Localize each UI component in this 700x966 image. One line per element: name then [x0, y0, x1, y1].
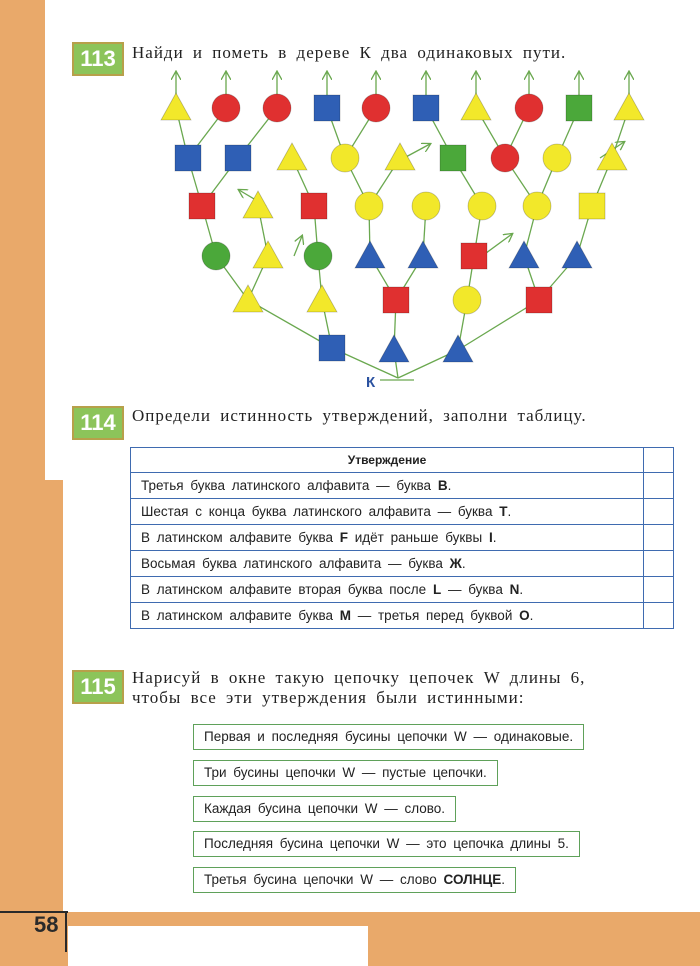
tree-node-triangle-blue[interactable] — [443, 335, 473, 362]
tree-node-square-blue[interactable] — [225, 145, 251, 171]
task-115-line1: Нарисуй в окне такую цепочку цепочек W длины 6, — [132, 668, 586, 687]
statement-text: Восьмая буква латинского алфавита — буква — [141, 556, 450, 571]
tree-node-circle-red[interactable] — [362, 94, 390, 122]
tree-node-square-blue[interactable] — [314, 95, 340, 121]
statement-box-5 — [193, 867, 516, 893]
page-number: 58 — [34, 912, 59, 937]
tree-node-circle-red[interactable] — [491, 144, 519, 172]
tree-nodes — [161, 93, 644, 362]
tree-node-circle-yellow[interactable] — [412, 192, 440, 220]
statement-text: . — [492, 530, 497, 545]
table-header-row — [131, 448, 674, 473]
statement-letter: B — [437, 478, 448, 493]
tree-node-triangle-blue[interactable] — [562, 241, 592, 268]
tree-node-triangle-yellow[interactable] — [253, 241, 283, 268]
tree-node-circle-red[interactable] — [515, 94, 543, 122]
tree-node-square-yellow[interactable] — [579, 193, 605, 219]
statement-text: В латинском алфавите буква — [141, 530, 340, 545]
tree-node-triangle-yellow[interactable] — [614, 93, 644, 120]
statement-tail: . — [501, 872, 505, 887]
statement-letter: F — [339, 530, 348, 545]
tree-node-circle-red[interactable] — [263, 94, 291, 122]
statement-letter: Ж — [449, 556, 462, 571]
tree-node-triangle-blue[interactable] — [379, 335, 409, 362]
statement-text: . — [447, 478, 452, 493]
task-113-text: Найди и пометь в дереве К два одинаковых пути. — [132, 43, 567, 62]
truth-table — [130, 447, 674, 629]
tree-diagram — [0, 0, 700, 400]
tree-node-square-red[interactable] — [461, 243, 487, 269]
tree-node-circle-yellow[interactable] — [331, 144, 359, 172]
page-margin — [45, 480, 63, 912]
statement-cell — [131, 473, 644, 499]
tree-node-square-red[interactable] — [189, 193, 215, 219]
tree-node-triangle-blue[interactable] — [355, 241, 385, 268]
answer-cell[interactable] — [644, 525, 674, 551]
bottom-white-area — [68, 926, 368, 966]
tree-node-triangle-yellow[interactable] — [307, 285, 337, 312]
tree-node-square-blue[interactable] — [413, 95, 439, 121]
answer-cell[interactable] — [644, 473, 674, 499]
statement-text: Каждая бусина цепочки W — слово. — [204, 801, 446, 816]
page-number-rule-vertical — [65, 912, 67, 952]
task-114-badge: 114 — [72, 406, 124, 440]
task-114-text: Определи истинность утверждений, заполни таблицу. — [132, 406, 587, 425]
statement-letter: I — [488, 530, 493, 545]
statement-box-3 — [193, 796, 456, 822]
tree-node-triangle-blue[interactable] — [509, 241, 539, 268]
task-115-badge: 115 — [72, 670, 124, 704]
answer-cell[interactable] — [644, 551, 674, 577]
statement-text: Последняя бусина цепочки W — это цепочка длины 5. — [204, 836, 569, 851]
statement-text: . — [529, 608, 534, 623]
tree-node-circle-green[interactable] — [304, 242, 332, 270]
tree-node-triangle-yellow[interactable] — [277, 143, 307, 170]
tree-node-triangle-blue[interactable] — [408, 241, 438, 268]
table-row — [131, 499, 674, 525]
table-row — [131, 577, 674, 603]
tree-arrow — [294, 236, 302, 256]
answer-cell[interactable] — [644, 499, 674, 525]
table-row — [131, 473, 674, 499]
statement-text: — буква — [441, 582, 510, 597]
tree-arrow — [404, 144, 430, 158]
table-row — [131, 551, 674, 577]
statement-box-2 — [193, 760, 498, 786]
statement-text: . — [461, 556, 466, 571]
tree-node-circle-red[interactable] — [212, 94, 240, 122]
table-row — [131, 525, 674, 551]
answer-cell[interactable] — [644, 577, 674, 603]
tree-node-triangle-yellow[interactable] — [461, 93, 491, 120]
tree-root-label: К — [366, 374, 376, 391]
statement-text: Шестая с конца буква латинского алфавита — буква — [141, 504, 500, 519]
statement-text: В латинском алфавите буква — [141, 608, 340, 623]
statement-text: Третья буква латинского алфавита — буква — [141, 478, 438, 493]
tree-node-circle-green[interactable] — [202, 242, 230, 270]
table-header-statement: Утверждение — [131, 448, 644, 473]
tree-node-circle-yellow[interactable] — [453, 286, 481, 314]
statement-letter: O — [519, 608, 530, 623]
statement-letter: L — [432, 582, 442, 597]
tree-node-triangle-yellow[interactable] — [161, 93, 191, 120]
statement-text: В латинском алфавите вторая буква после — [141, 582, 433, 597]
statement-text: Три бусины цепочки W — пустые цепочки. — [204, 765, 487, 780]
tree-node-triangle-yellow[interactable] — [233, 285, 263, 312]
statement-box-4 — [193, 831, 580, 857]
task-115-line2: чтобы все эти утверждения были истинными: — [132, 688, 525, 707]
table-header-answer — [644, 448, 674, 473]
tree-node-circle-yellow[interactable] — [523, 192, 551, 220]
statement-text: Первая и последняя бусины цепочки W — одинаковые. — [204, 729, 574, 744]
tree-node-square-green[interactable] — [566, 95, 592, 121]
statement-text: — третья перед буквой — [351, 608, 520, 623]
tree-node-square-red[interactable] — [383, 287, 409, 313]
tree-node-circle-yellow[interactable] — [355, 192, 383, 220]
statement-text: . — [507, 504, 512, 519]
tree-node-square-red[interactable] — [526, 287, 552, 313]
statement-bold-word: СОЛНЦЕ — [443, 872, 502, 887]
statement-letter: M — [339, 608, 351, 623]
statement-text: идёт раньше буквы — [348, 530, 489, 545]
tree-node-circle-yellow[interactable] — [543, 144, 571, 172]
task-113-badge: 113 — [72, 42, 124, 76]
answer-cell[interactable] — [644, 603, 674, 629]
tree-node-triangle-yellow[interactable] — [385, 143, 415, 170]
statement-text: . — [519, 582, 524, 597]
table-row — [131, 603, 674, 629]
statement-cell — [131, 525, 644, 551]
statement-letter: N — [509, 582, 520, 597]
statement-text: Третья бусина цепочки W — слово — [204, 872, 444, 887]
tree-node-circle-yellow[interactable] — [468, 192, 496, 220]
statement-cell — [131, 603, 644, 629]
statement-cell — [131, 551, 644, 577]
statement-cell — [131, 499, 644, 525]
tree-node-square-blue[interactable] — [319, 335, 345, 361]
tree-node-square-red[interactable] — [301, 193, 327, 219]
tree-node-square-blue[interactable] — [175, 145, 201, 171]
tree-node-square-green[interactable] — [440, 145, 466, 171]
statement-cell — [131, 577, 644, 603]
statement-letter: T — [499, 504, 508, 519]
statement-box-1 — [193, 724, 584, 750]
tree-edges — [176, 72, 629, 380]
